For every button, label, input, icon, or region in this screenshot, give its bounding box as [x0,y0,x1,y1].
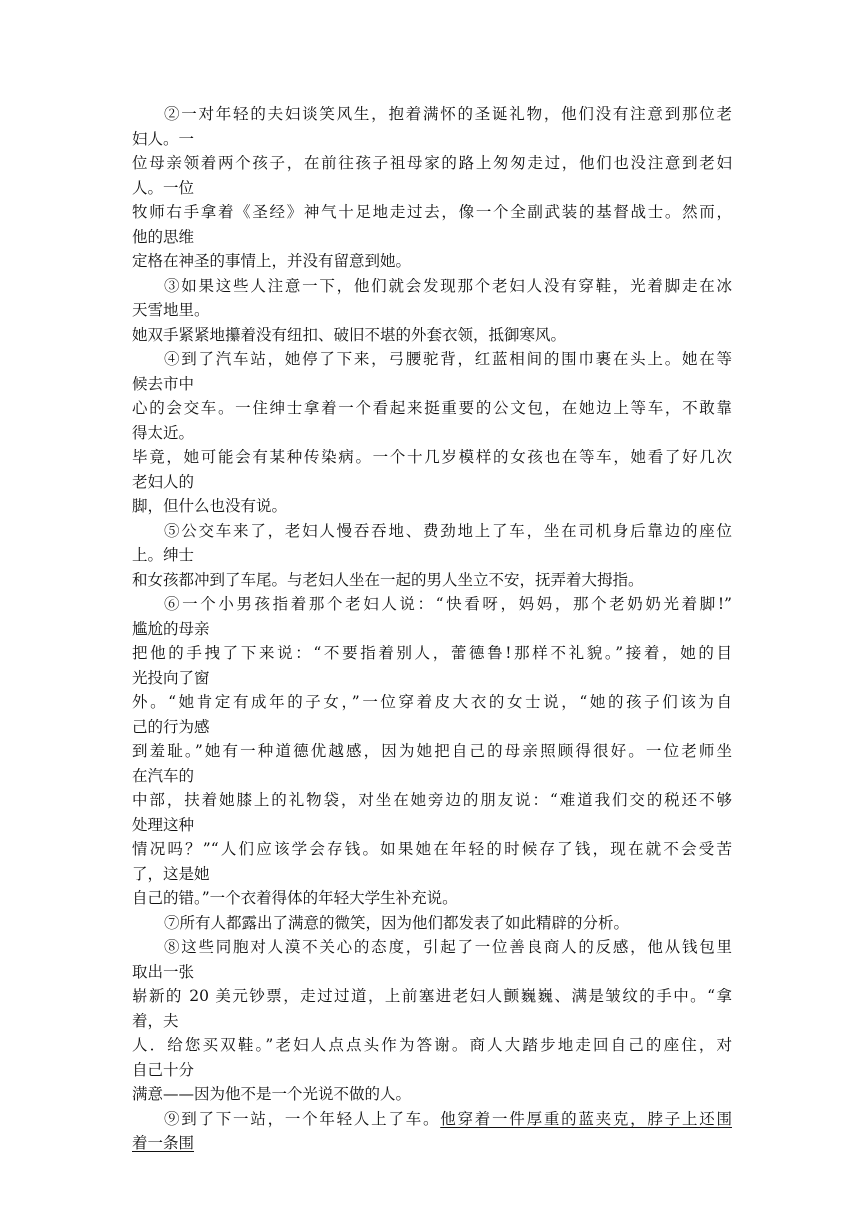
paragraph-4-line: 候去市中 [132,374,195,393]
paragraph-9-line [132,1131,732,1156]
paragraph-4-line: 脚，但什么也没有说。 [132,497,288,515]
paragraph-2-line: 妇人。一 [132,129,195,148]
paragraph-2-line: ②一对年轻的夫妇谈笑风生，抱着满怀的圣诞礼物，他们没有注意到那位老 [164,105,732,123]
paragraph-4-line: 得太近。 [132,423,195,442]
paragraph-2-line: 他的思维 [132,227,195,246]
underlined-sentence-tail: 着一条围 [132,1134,195,1152]
paragraph-7-line: ⑦所有人都露出了满意的微笑，因为他们都发表了如此精辟的分析。 [164,913,630,932]
paragraph-6-line: 在汽车的 [132,766,195,785]
paragraph-6-line: 光投向了窗 [132,668,210,687]
paragraph-8-line: 着，夫 [132,1011,179,1030]
paragraph-2-line: 人。一位 [132,178,195,197]
paragraph-6-line: 尴尬的母亲 [132,619,210,638]
paragraph-8-line: 取出一张 [132,962,195,981]
paragraph-5-line: 上。绅士 [132,546,195,564]
paragraph-6-line: 外。“她肯定有成年的子女，”一位穿着皮大衣的女士说，“她的孩子们该为自 [132,693,732,711]
paragraph-4-line: 毕竟，她可能会有某种传染病。一个十几岁模样的女孩也在等车，她看了好几次 [132,448,732,466]
paragraph-9-start: ⑨到了下一站，一个年轻人上了车。 [164,1109,441,1128]
paragraph-8-line: ⑧这些同胞对人漠不关心的态度，引起了一位善良商人的反感，他从钱包里 [164,938,732,956]
paragraph-6-line: 情况吗？”“人们应该学会存钱。如果她在年轻的时候存了钱，现在就不会受苦 [132,840,732,858]
paragraph-2-line: 位母亲领着两个孩子，在前往孩子祖母家的路上匆匆走过，他们也没注意到老妇 [132,154,732,172]
paragraph-4-line: ④到了汽车站，她停了下来，弓腰驼背，红蓝相间的围巾裹在头上。她在等 [164,350,732,368]
paragraph-2-line: 牧师右手拿着《圣经》神气十足地走过去，像一个全副武装的基督战士。然而， [132,203,732,221]
paragraph-6-line: ⑥一个小男孩指着那个老妇人说：“快看呀，妈妈，那个老奶奶光着脚!” [164,595,732,613]
paragraph-3-line: 天雪地里。 [132,301,210,319]
paragraph-4-line: 老妇人的 [132,472,195,491]
paragraph-6-line: 把他的手拽了下来说：“不要指着别人，蕾德鲁!那样不礼貌。”接着，她的目 [132,644,732,662]
paragraph-9-line [132,1107,732,1132]
article-body [132,102,732,1156]
paragraph-6-line: 中部，扶着她膝上的礼物袋，对坐在她旁边的朋友说：“难道我们交的税还不够 [132,791,732,809]
paragraph-3-line: ③如果这些人注意一下，他们就会发现那个老妇人没有穿鞋，光着脚走在冰 [164,276,732,295]
paragraph-8-line: 人．给您买双鞋。”老妇人点点头作为答谢。商人大踏步地走回自己的座住，对 [132,1036,732,1054]
paragraph-8-line: 崭新的 20 美元钞票，走过过道，上前塞进老妇人颤巍巍、满是皱纹的手中。“拿 [132,987,732,1005]
paragraph-6-line: 己的行为感 [132,717,210,736]
paragraph-6-line: 处理这种 [132,815,195,834]
paragraph-5-line: ⑤公交车来了，老妇人慢吞吞地、费劲地上了车，坐在司机身后靠边的座位 [164,521,732,540]
paragraph-6-line: 到羞耻。”她有一种道德优越感，因为她把自己的母亲照顾得很好。一位老师坐 [132,742,732,760]
paragraph-2-line: 定格在神圣的事情上，并没有留意到她。 [132,252,412,270]
paragraph-5-line: 和女孩都冲到了车尾。与老妇人坐在一起的男人坐立不安，抚弄着大拇指。 [132,570,644,589]
paragraph-6-line: 自己的错。”一个衣着得体的年轻大学生补充说。 [132,889,458,907]
paragraph-6-line: 了，这是她 [132,864,210,883]
paragraph-8-line: 自己十分 [132,1060,195,1079]
underlined-sentence: 他穿着一件厚重的蓝夹克，脖子上还围 [440,1109,732,1128]
paragraph-3-line: 她双手紧紧地攥着没有纽扣、破旧不堪的外套衣领，抵御寒风。 [132,325,567,344]
paragraph-4-line: 心的会交车。一住绅士拿着一个看起来挺重要的公文包，在她边上等车，不敢靠 [132,399,732,417]
paragraph-8-line: 满意——因为他不是一个光说不做的人。 [132,1085,412,1103]
